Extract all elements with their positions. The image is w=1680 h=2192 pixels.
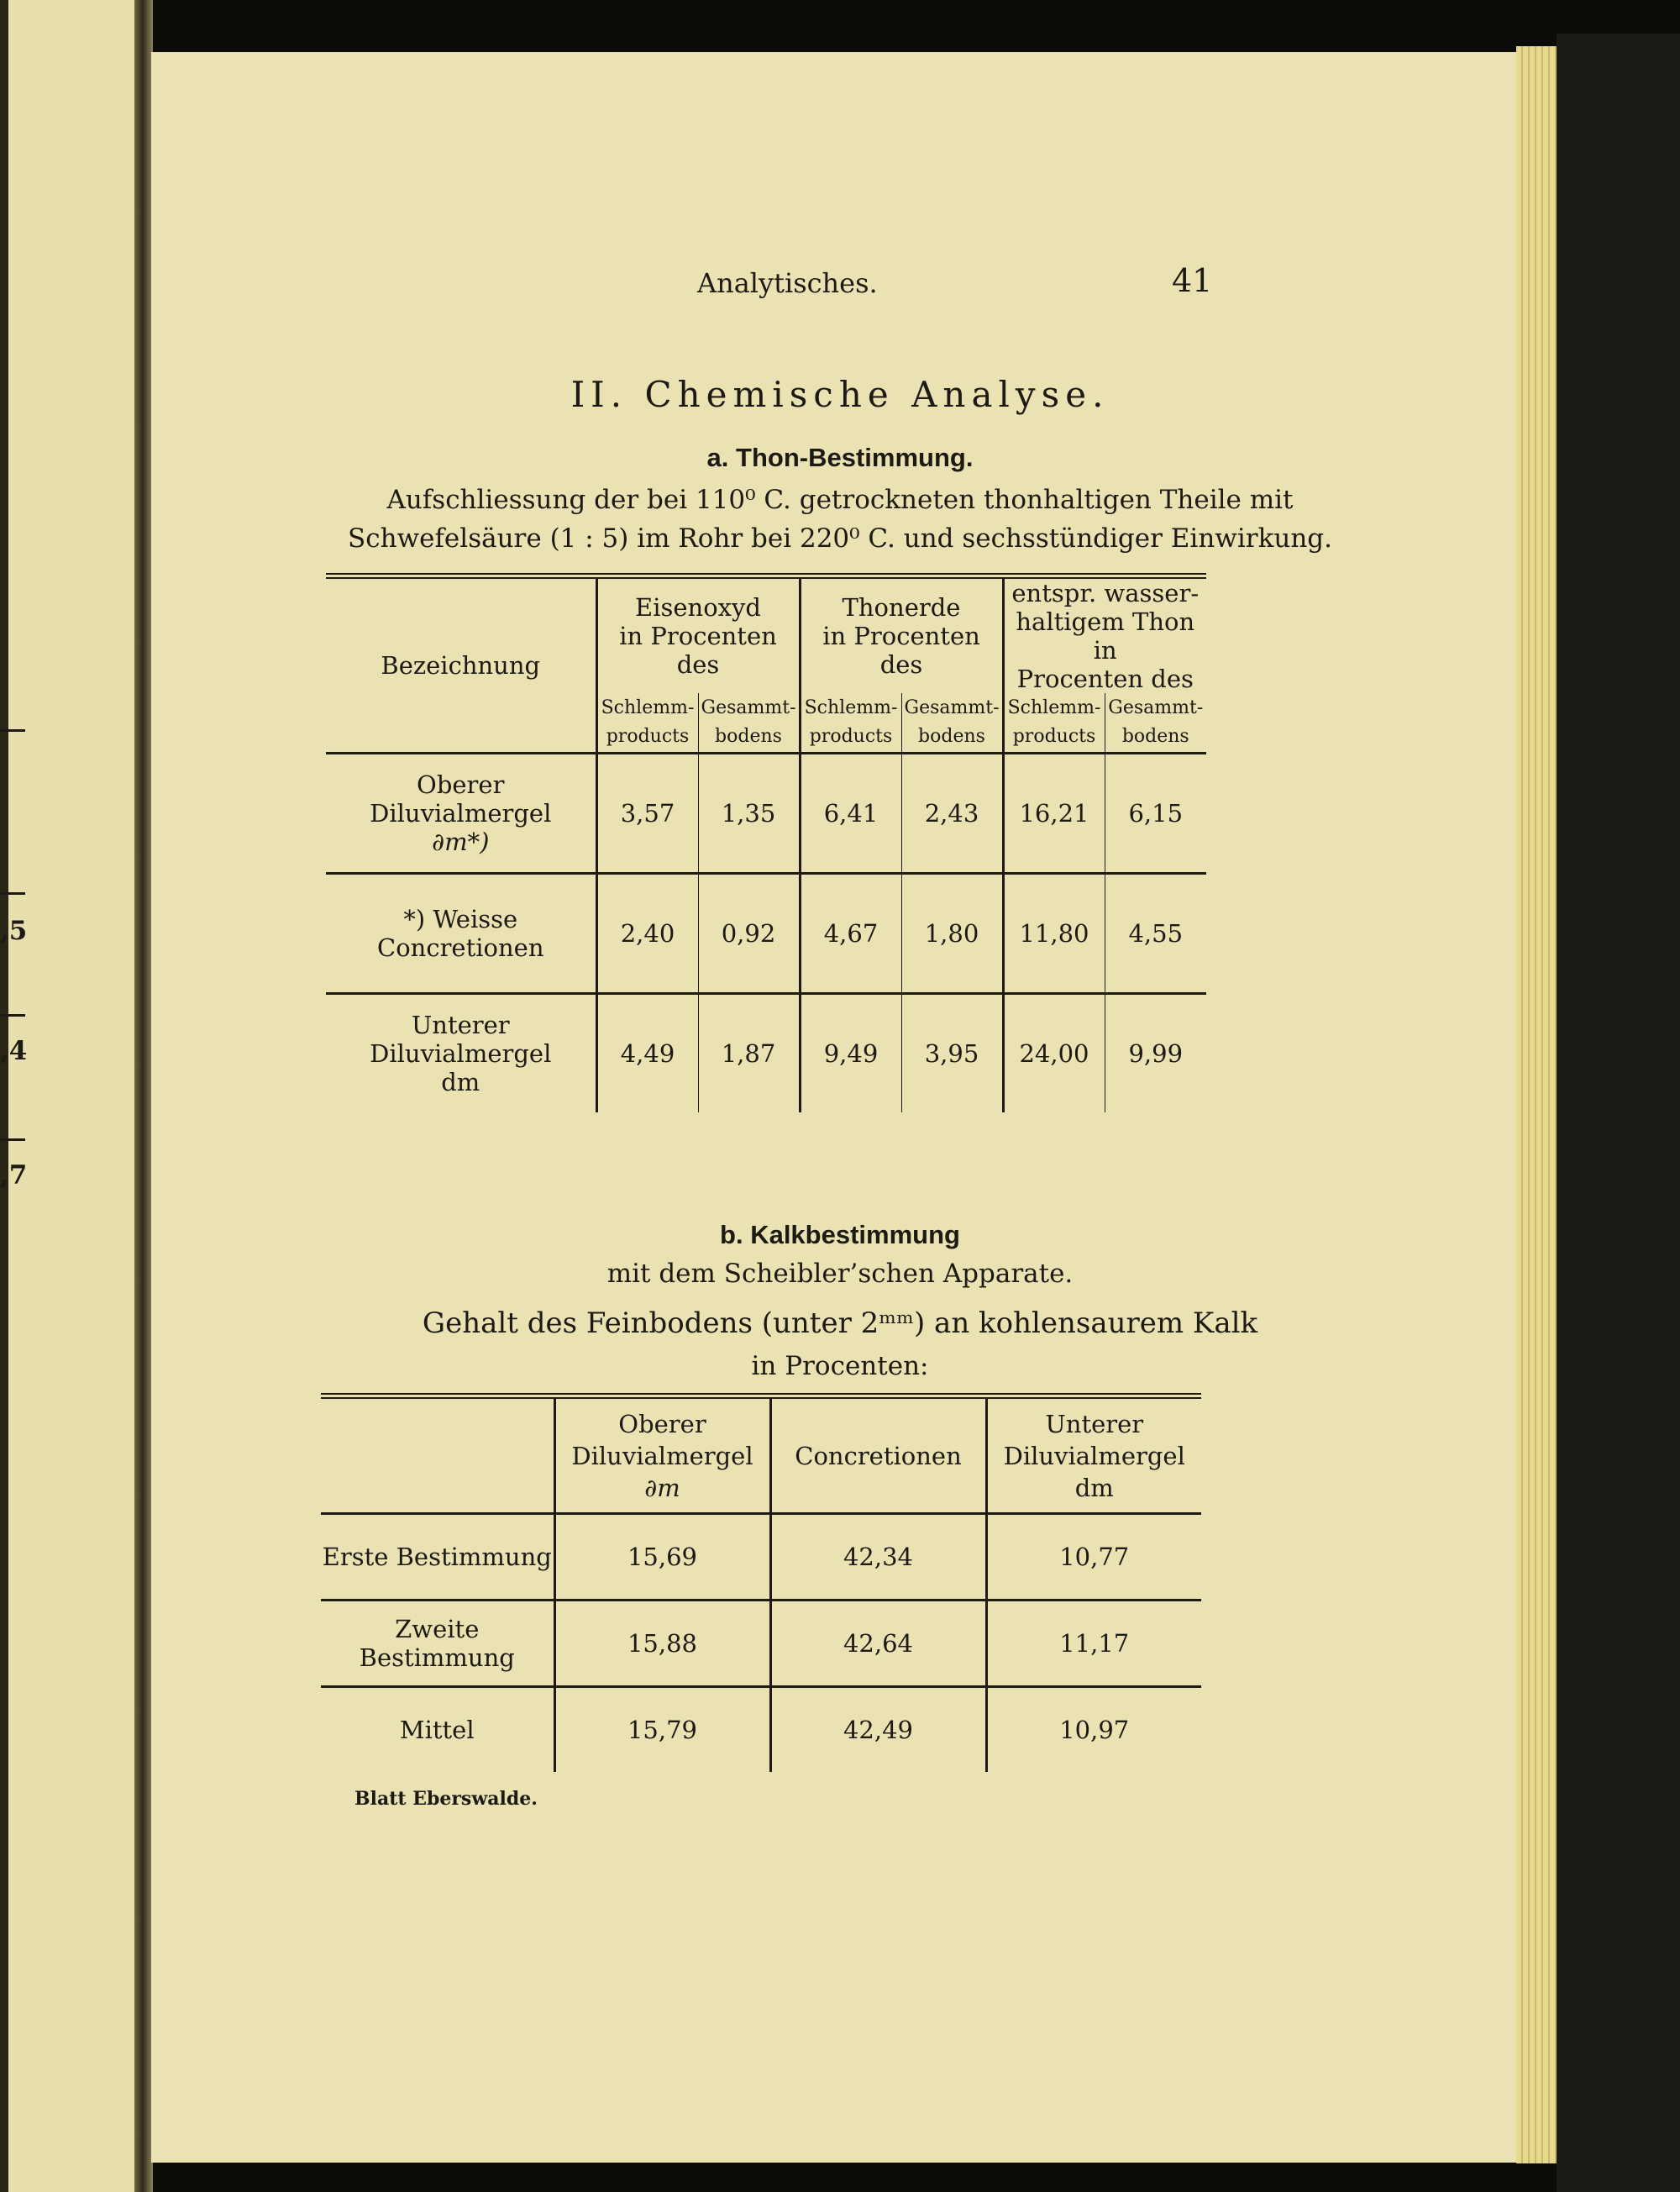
subcolumn-header-line: Gesammt- [1108, 697, 1204, 718]
section-title: II. Chemische Analyse. [570, 374, 1110, 415]
group-header-line: in Procenten des [822, 622, 980, 679]
part-a-heading: a. Thon-Bestimmung. [706, 443, 974, 472]
subcolumn-header-line: products [606, 726, 690, 747]
column-header-line: Concretionen [795, 1441, 962, 1470]
margin-fragment: ,7 [0, 1160, 28, 1191]
column-header-line: Diluvialmergel [1003, 1441, 1185, 1470]
table-cell: 1,87 [698, 994, 800, 1113]
subcolumn-header-line: bodens [918, 726, 985, 747]
column-header [770, 1396, 986, 1514]
table-cell: 15,88 [554, 1601, 770, 1687]
part-a-intro-line-1: Aufschliessung der bei 110⁰ C. getrockneten thonhaltigen Theile mit [386, 485, 1294, 515]
subcolumn-header-line: Gesammt- [701, 697, 796, 718]
table-cell: 10,97 [986, 1687, 1201, 1773]
column-header-symbol: dm [1074, 1473, 1114, 1502]
blank-header-cell [321, 1396, 554, 1514]
margin-fragment: ,5 [0, 916, 28, 946]
group-header-line: in Procenten des [619, 622, 777, 679]
margin-rule [0, 1138, 25, 1141]
facing-page-edge [0, 0, 143, 2192]
group-header-line: Thonerde [842, 593, 961, 622]
column-group-header [1003, 576, 1206, 694]
subcolumn-header-line: bodens [1121, 726, 1189, 747]
table-cell: 11,80 [1003, 874, 1105, 994]
row-label-symbol: dm [441, 1068, 480, 1096]
table-row [326, 754, 1206, 874]
column-group-header [596, 576, 800, 694]
subcolumn-header-line: products [809, 726, 893, 747]
lime-determination-table [321, 1393, 1201, 1772]
subcolumn-header [800, 693, 901, 754]
row-label [326, 754, 596, 874]
part-b-caption-line-2: in Procenten: [751, 1351, 929, 1381]
table-cell: 10,77 [986, 1514, 1201, 1601]
part-b-heading: b. Kalkbestimmung [720, 1220, 960, 1249]
subcolumn-header [596, 693, 698, 754]
subcolumn-header-line: bodens [715, 726, 782, 747]
table-cell: 1,35 [698, 754, 800, 874]
group-header-line: Procenten des [1016, 665, 1194, 693]
subcolumn-header [901, 693, 1003, 754]
group-header-line: Eisenoxyd [635, 593, 761, 622]
group-header-line: haltigem Thon in [1016, 607, 1195, 665]
row-label [326, 994, 596, 1113]
table-cell: 15,79 [554, 1687, 770, 1773]
table-cell: 15,69 [554, 1514, 770, 1601]
table-row [321, 1514, 1201, 1601]
margin-rule [0, 892, 25, 895]
row-label-line: Unterer Diluvialmergel [370, 1011, 552, 1068]
table-cell: 3,95 [901, 994, 1003, 1113]
column-header-symbol: ∂m [644, 1473, 680, 1502]
subcolumn-header-line: Schlemm- [1007, 697, 1101, 718]
part-b-subheading: mit dem Scheibler’schen Apparate. [606, 1259, 1074, 1289]
margin-rule [0, 1014, 25, 1017]
table-cell: 3,57 [596, 754, 698, 874]
table-cell: 42,64 [770, 1601, 986, 1687]
table-cell: 2,40 [596, 874, 698, 994]
footer-note: Blatt Eberswalde. [354, 1788, 538, 1810]
page-number: 41 [1172, 262, 1213, 299]
subcolumn-header-line: Schlemm- [601, 697, 695, 718]
row-label: Erste Bestimmung [321, 1514, 554, 1601]
table-cell: 2,43 [901, 754, 1003, 874]
margin-fragment: ,4 [0, 1036, 28, 1066]
table-cell: 4,49 [596, 994, 698, 1113]
table-row [321, 1687, 1201, 1773]
column-header-line: Unterer [1045, 1409, 1144, 1438]
margin-rule [0, 729, 25, 732]
group-header-line: entspr. wasser- [1011, 579, 1200, 607]
book-cover [1557, 34, 1680, 2192]
table-cell: 6,15 [1105, 754, 1206, 874]
column-header-line: Diluvialmergel [571, 1441, 753, 1470]
subcolumn-header [1105, 693, 1206, 754]
table-cell: 42,49 [770, 1687, 986, 1773]
row-label-line: *) Weisse Concretionen [377, 905, 544, 962]
table-cell: 1,80 [901, 874, 1003, 994]
table-cell: 9,49 [800, 994, 901, 1113]
table-row [321, 1601, 1201, 1687]
table-cell: 24,00 [1003, 994, 1105, 1113]
table-cell: 6,41 [800, 754, 901, 874]
row-label: Zweite Bestimmung [321, 1601, 554, 1687]
clay-determination-table [326, 573, 1206, 1112]
table-cell: 11,17 [986, 1601, 1201, 1687]
subcolumn-header-line: Schlemm- [804, 697, 898, 718]
table-row [326, 874, 1206, 994]
subcolumn-header [1003, 693, 1105, 754]
book-gutter [134, 0, 153, 2192]
table-cell: 4,55 [1105, 874, 1206, 994]
subcolumn-header [698, 693, 800, 754]
row-label: Mittel [321, 1687, 554, 1773]
column-group-header [800, 576, 1003, 694]
table-cell: 16,21 [1003, 754, 1105, 874]
row-label [326, 874, 596, 994]
subcolumn-header-line: products [1012, 726, 1096, 747]
row-label-line: Oberer Diluvialmergel [370, 770, 552, 828]
running-title: Analytisches. [697, 267, 878, 299]
column-header [554, 1396, 770, 1514]
page-stack-edge [1516, 46, 1557, 2163]
subcolumn-header-line: Gesammt- [904, 697, 1000, 718]
part-b-caption-line-1: Gehalt des Feinbodens (unter 2ᵐᵐ) an kohlensaurem Kalk [422, 1306, 1258, 1340]
row-label-symbol: ∂m*) [432, 828, 490, 856]
facing-page-border [0, 0, 8, 2192]
column-header-line: Oberer [618, 1409, 706, 1438]
table-cell: 0,92 [698, 874, 800, 994]
column-header-bezeichnung: Bezeichnung [326, 576, 596, 754]
table-cell: 42,34 [770, 1514, 986, 1601]
table-row [326, 994, 1206, 1113]
part-a-intro-line-2: Schwefelsäure (1 : 5) im Rohr bei 220⁰ C. und sechsstündiger Einwirkung. [348, 523, 1332, 554]
column-header [986, 1396, 1201, 1514]
table-cell: 9,99 [1105, 994, 1206, 1113]
table-cell: 4,67 [800, 874, 901, 994]
